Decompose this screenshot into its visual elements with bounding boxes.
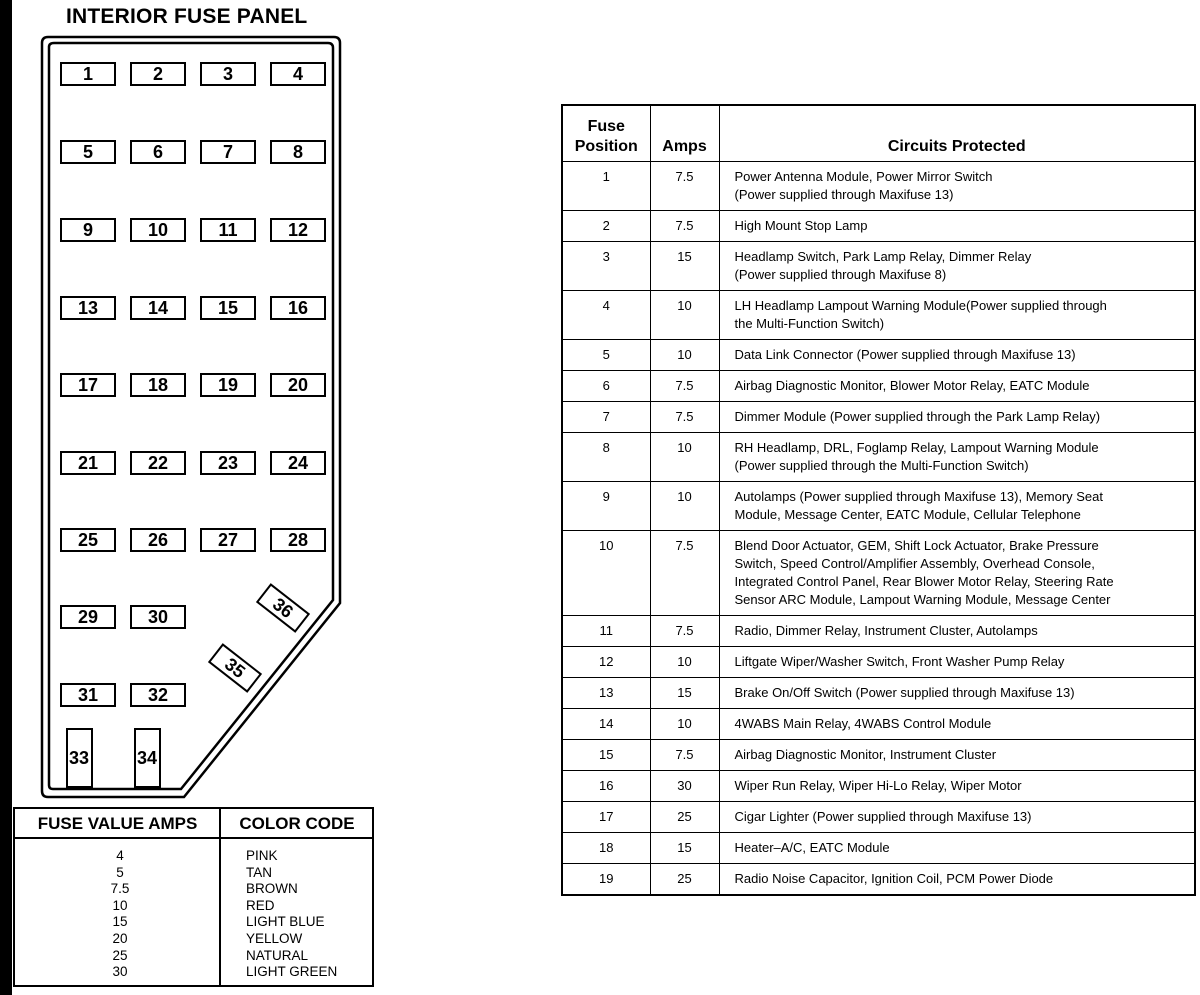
- cell-circuits-protected: High Mount Stop Lamp: [719, 210, 1195, 241]
- fuse-3: 3: [200, 62, 256, 86]
- fuse-24: 24: [270, 451, 326, 475]
- fuse-36: 36: [256, 583, 310, 633]
- header-position-line1: Fuse: [587, 117, 625, 135]
- table-row: [562, 530, 1195, 615]
- cell-circuits-protected: 4WABS Main Relay, 4WABS Control Module: [719, 708, 1195, 739]
- cell-amps: 15: [650, 241, 719, 290]
- legend-amps-value: 30: [112, 964, 128, 980]
- legend-row: [15, 930, 372, 947]
- cell-circuits-protected: Airbag Diagnostic Monitor, Instrument Cluster: [719, 739, 1195, 770]
- table-row: [562, 615, 1195, 646]
- fuse-25: 25: [60, 528, 116, 552]
- fuse-4: 4: [270, 62, 326, 86]
- table-row: [562, 241, 1195, 290]
- fuse-7: 7: [200, 140, 256, 164]
- cell-fuse-position: 14: [562, 708, 650, 739]
- cell-amps: 10: [650, 432, 719, 481]
- cell-fuse-position: 15: [562, 739, 650, 770]
- fuse-21: 21: [60, 451, 116, 475]
- fuse-5: 5: [60, 140, 116, 164]
- table-row: [562, 677, 1195, 708]
- header-circuits: Circuits Protected: [719, 105, 1195, 161]
- cell-circuits-protected: Heater–A/C, EATC Module: [719, 832, 1195, 863]
- cell-fuse-position: 19: [562, 863, 650, 895]
- fuse-10: 10: [130, 218, 186, 242]
- legend-amps-value: 25: [112, 947, 128, 963]
- fuse-34: 34: [134, 728, 161, 788]
- cell-circuits-protected: Liftgate Wiper/Washer Switch, Front Washer Pump Relay: [719, 646, 1195, 677]
- legend-row: [15, 947, 372, 964]
- cell-circuits-protected: Radio Noise Capacitor, Ignition Coil, PCM Power Diode: [719, 863, 1195, 895]
- fuse-color-legend: [13, 807, 374, 987]
- cell-amps: 10: [650, 290, 719, 339]
- fuse-33: 33: [66, 728, 93, 788]
- table-row: [562, 832, 1195, 863]
- cell-circuits-protected: Dimmer Module (Power supplied through the Park Lamp Relay): [719, 401, 1195, 432]
- cell-circuits-protected: RH Headlamp, DRL, Foglamp Relay, Lampout Warning Module (Power supplied through the Multi-Function Switch): [719, 432, 1195, 481]
- cell-amps: 7.5: [650, 530, 719, 615]
- cell-circuits-protected: Headlamp Switch, Park Lamp Relay, Dimmer Relay (Power supplied through Maxifuse 8): [719, 241, 1195, 290]
- fuse-22: 22: [130, 451, 186, 475]
- fuse-32: 32: [130, 683, 186, 707]
- table-row: [562, 801, 1195, 832]
- cell-circuits-protected: Airbag Diagnostic Monitor, Blower Motor Relay, EATC Module: [719, 370, 1195, 401]
- fuse-31: 31: [60, 683, 116, 707]
- table-row: [562, 339, 1195, 370]
- legend-row: [15, 963, 372, 980]
- fuse-12: 12: [270, 218, 326, 242]
- cell-fuse-position: 1: [562, 161, 650, 210]
- table-row: [562, 646, 1195, 677]
- table-row: [562, 432, 1195, 481]
- fuse-26: 26: [130, 528, 186, 552]
- fuse-30: 30: [130, 605, 186, 629]
- legend-amps-value: 20: [112, 931, 128, 946]
- cell-fuse-position: 7: [562, 401, 650, 432]
- fuse-14: 14: [130, 296, 186, 320]
- legend-row: [15, 847, 372, 864]
- fuse-27: 27: [200, 528, 256, 552]
- cell-circuits-protected: Wiper Run Relay, Wiper Hi-Lo Relay, Wiper Motor: [719, 770, 1195, 801]
- cell-amps: 10: [650, 646, 719, 677]
- fuse-1: 1: [60, 62, 116, 86]
- cell-amps: 15: [650, 832, 719, 863]
- table-row: [562, 370, 1195, 401]
- fuse-9: 9: [60, 218, 116, 242]
- cell-fuse-position: 18: [562, 832, 650, 863]
- table-row: [562, 739, 1195, 770]
- table-row: [562, 401, 1195, 432]
- table-row: [562, 481, 1195, 530]
- cell-amps: 25: [650, 801, 719, 832]
- cell-fuse-position: 16: [562, 770, 650, 801]
- legend-row: [15, 897, 372, 914]
- header-amps: Amps: [650, 105, 719, 161]
- legend-color-value: TAN: [246, 864, 272, 880]
- legend-row: [15, 880, 372, 897]
- fuse-2: 2: [130, 62, 186, 86]
- cell-fuse-position: 10: [562, 530, 650, 615]
- legend-amps-value: 10: [112, 897, 128, 913]
- fuse-19: 19: [200, 373, 256, 397]
- table-row: [562, 708, 1195, 739]
- cell-fuse-position: 3: [562, 241, 650, 290]
- legend-color-value: LIGHT BLUE: [246, 914, 325, 930]
- fuse-18: 18: [130, 373, 186, 397]
- cell-fuse-position: 13: [562, 677, 650, 708]
- fuse-29: 29: [60, 605, 116, 629]
- cell-fuse-position: 2: [562, 210, 650, 241]
- cell-circuits-protected: Autolamps (Power supplied through Maxifuse 13), Memory Seat Module, Message Center, EATC Module, Cellular Telephone: [719, 481, 1195, 530]
- fuse-11: 11: [200, 218, 256, 242]
- cell-amps: 10: [650, 481, 719, 530]
- cell-circuits-protected: Blend Door Actuator, GEM, Shift Lock Actuator, Brake Pressure Switch, Speed Control/Amplifier Assembly, Overhead Console, Integrated Control Panel, Rear Blower Motor Relay, Steering Rate Sensor ARC Module, Lampout Warning Module, Message Center: [719, 530, 1195, 615]
- legend-color-value: RED: [246, 897, 275, 913]
- cell-amps: 7.5: [650, 161, 719, 210]
- cell-amps: 7.5: [650, 401, 719, 432]
- cell-circuits-protected: Power Antenna Module, Power Mirror Switch (Power supplied through Maxifuse 13): [719, 161, 1195, 210]
- cell-amps: 15: [650, 677, 719, 708]
- table-row: [562, 770, 1195, 801]
- cell-fuse-position: 6: [562, 370, 650, 401]
- fuse-17: 17: [60, 373, 116, 397]
- fuse-16: 16: [270, 296, 326, 320]
- cell-circuits-protected: Brake On/Off Switch (Power supplied through Maxifuse 13): [719, 677, 1195, 708]
- cell-circuits-protected: Cigar Lighter (Power supplied through Maxifuse 13): [719, 801, 1195, 832]
- legend-header-color: COLOR CODE: [239, 814, 355, 833]
- header-position-line2: Position: [574, 137, 638, 155]
- fuse-23: 23: [200, 451, 256, 475]
- table-row: [562, 161, 1195, 210]
- fuse-6: 6: [130, 140, 186, 164]
- fuse-13: 13: [60, 296, 116, 320]
- header-fuse-position: [562, 105, 650, 161]
- table-row: [562, 863, 1195, 895]
- legend-row: [15, 864, 372, 881]
- fuse-20: 20: [270, 373, 326, 397]
- legend-amps-value: 5: [116, 864, 124, 880]
- legend-row: [15, 913, 372, 930]
- legend-header-amps: FUSE VALUE AMPS: [37, 814, 198, 833]
- panel-title: INTERIOR FUSE PANEL: [66, 5, 308, 28]
- legend-color-value: YELLOW: [246, 931, 303, 946]
- cell-fuse-position: 8: [562, 432, 650, 481]
- legend-amps-value: 15: [112, 914, 128, 930]
- cell-fuse-position: 12: [562, 646, 650, 677]
- cell-amps: 7.5: [650, 210, 719, 241]
- cell-amps: 30: [650, 770, 719, 801]
- legend-color-value: NATURAL: [246, 947, 309, 963]
- legend-amps-value: 7.5: [110, 881, 130, 897]
- cell-amps: 25: [650, 863, 719, 895]
- fuse-15: 15: [200, 296, 256, 320]
- cell-fuse-position: 5: [562, 339, 650, 370]
- cell-circuits-protected: Data Link Connector (Power supplied through Maxifuse 13): [719, 339, 1195, 370]
- cell-amps: 10: [650, 339, 719, 370]
- cell-amps: 7.5: [650, 370, 719, 401]
- cell-circuits-protected: Radio, Dimmer Relay, Instrument Cluster, Autolamps: [719, 615, 1195, 646]
- cell-fuse-position: 11: [562, 615, 650, 646]
- legend-color-value: LIGHT GREEN: [246, 964, 338, 980]
- legend-amps-value: 4: [116, 848, 124, 863]
- table-row: [562, 210, 1195, 241]
- fuse-28: 28: [270, 528, 326, 552]
- cell-circuits-protected: LH Headlamp Lampout Warning Module(Power supplied through the Multi-Function Switch): [719, 290, 1195, 339]
- legend-color-value: BROWN: [246, 881, 298, 897]
- table-row: [562, 290, 1195, 339]
- cell-fuse-position: 9: [562, 481, 650, 530]
- fuse-8: 8: [270, 140, 326, 164]
- fuse-35: 35: [208, 643, 262, 693]
- legend-color-value: PINK: [246, 848, 278, 863]
- circuits-table: [561, 104, 1196, 896]
- cell-amps: 10: [650, 708, 719, 739]
- cell-fuse-position: 17: [562, 801, 650, 832]
- cell-amps: 7.5: [650, 739, 719, 770]
- cell-fuse-position: 4: [562, 290, 650, 339]
- cell-amps: 7.5: [650, 615, 719, 646]
